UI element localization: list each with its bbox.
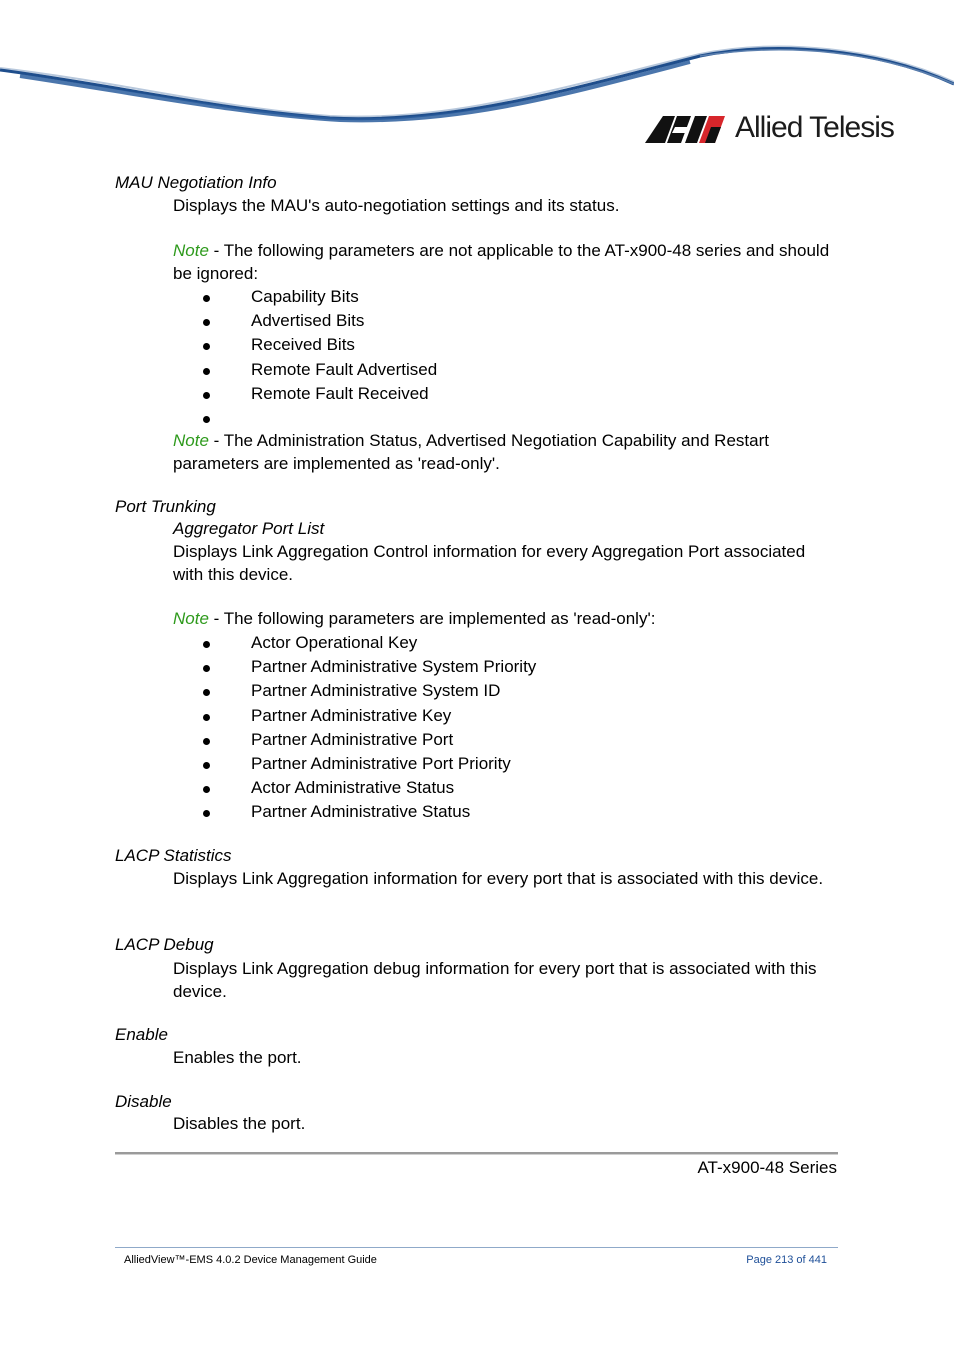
- list-item: Partner Administrative System ID: [173, 679, 813, 703]
- allied-telesis-logo: [645, 108, 905, 148]
- note-text: - The following parameters are implemented as 'read-only':: [208, 609, 656, 628]
- list-item: Advertised Bits: [173, 309, 813, 333]
- note-label: Note: [173, 609, 209, 628]
- list-item: [173, 406, 813, 430]
- heading-disable: Disable: [115, 1092, 172, 1111]
- mau-note-2: [173, 430, 833, 475]
- section-divider: [115, 1152, 838, 1155]
- list-item: Capability Bits: [173, 285, 813, 309]
- heading-lacp-debug: LACP Debug: [115, 935, 214, 954]
- heading-lacp-statistics: LACP Statistics: [115, 846, 232, 865]
- bullet-icon: [203, 738, 210, 745]
- note-label: Note: [173, 241, 209, 260]
- note-text: - The following parameters are not applicable to the AT-x900-48 series and should be ignored:: [173, 241, 830, 283]
- bullet-icon: [203, 416, 210, 423]
- footer-divider: [115, 1247, 838, 1248]
- list-item: Partner Administrative Port Priority: [173, 752, 813, 776]
- bullet-icon: [203, 295, 210, 302]
- bullet-icon: [203, 319, 210, 326]
- subheading-aggregator-port-list: Aggregator Port List: [173, 519, 325, 538]
- lacp-statistics-description: Displays Link Aggregation information for every port that is associated with this device.: [173, 869, 824, 888]
- bullet-icon: [203, 665, 210, 672]
- bullet-icon: [203, 810, 210, 817]
- list-item: Received Bits: [173, 333, 813, 357]
- aggregator-port-list-description: Displays Link Aggregation Control information for every Aggregation Port associated with this device.: [173, 542, 806, 584]
- bullet-icon: [203, 762, 210, 769]
- bullet-icon: [203, 641, 210, 648]
- mau-ignored-parameters-list: [173, 285, 813, 430]
- note-label: Note: [173, 431, 209, 450]
- heading-port-trunking: Port Trunking: [115, 497, 216, 516]
- list-item: Partner Administrative Status: [173, 800, 813, 824]
- logo-wordmark: Allied Telesis: [735, 111, 894, 144]
- list-item: Actor Administrative Status: [173, 776, 813, 800]
- heading-mau-negotiation-info: MAU Negotiation Info: [115, 173, 277, 192]
- read-only-parameters-list: [173, 631, 813, 825]
- bullet-icon: [203, 343, 210, 350]
- list-item: Remote Fault Advertised: [173, 358, 813, 382]
- mau-description: Displays the MAU's auto-negotiation settings and its status.: [173, 196, 620, 215]
- bullet-icon: [203, 786, 210, 793]
- bullet-icon: [203, 368, 210, 375]
- bullet-icon: [203, 689, 210, 696]
- series-label: AT-x900-48 Series: [697, 1158, 837, 1177]
- list-item: Partner Administrative Port: [173, 728, 813, 752]
- trunk-note: [173, 608, 833, 631]
- list-item: Remote Fault Received: [173, 382, 813, 406]
- bullet-icon: [203, 714, 210, 721]
- heading-enable: Enable: [115, 1025, 168, 1044]
- enable-description: Enables the port.: [173, 1048, 302, 1067]
- note-text: - The Administration Status, Advertised Negotiation Capability and Restart parameters are implemented as 'read-only'.: [173, 431, 769, 473]
- list-item: Partner Administrative System Priority: [173, 655, 813, 679]
- footer-page-number: Page 213 of 441: [746, 1254, 827, 1266]
- footer-guide-title: AlliedView™-EMS 4.0.2 Device Management Guide: [124, 1254, 377, 1266]
- list-item: Actor Operational Key: [173, 631, 813, 655]
- logo-mark-icon: [645, 113, 729, 143]
- disable-description: Disables the port.: [173, 1114, 306, 1133]
- list-item: Partner Administrative Key: [173, 704, 813, 728]
- bullet-icon: [203, 392, 210, 399]
- lacp-debug-description: Displays Link Aggregation debug information for every port that is associated with this device.: [173, 959, 817, 1001]
- mau-note-1: [173, 240, 833, 285]
